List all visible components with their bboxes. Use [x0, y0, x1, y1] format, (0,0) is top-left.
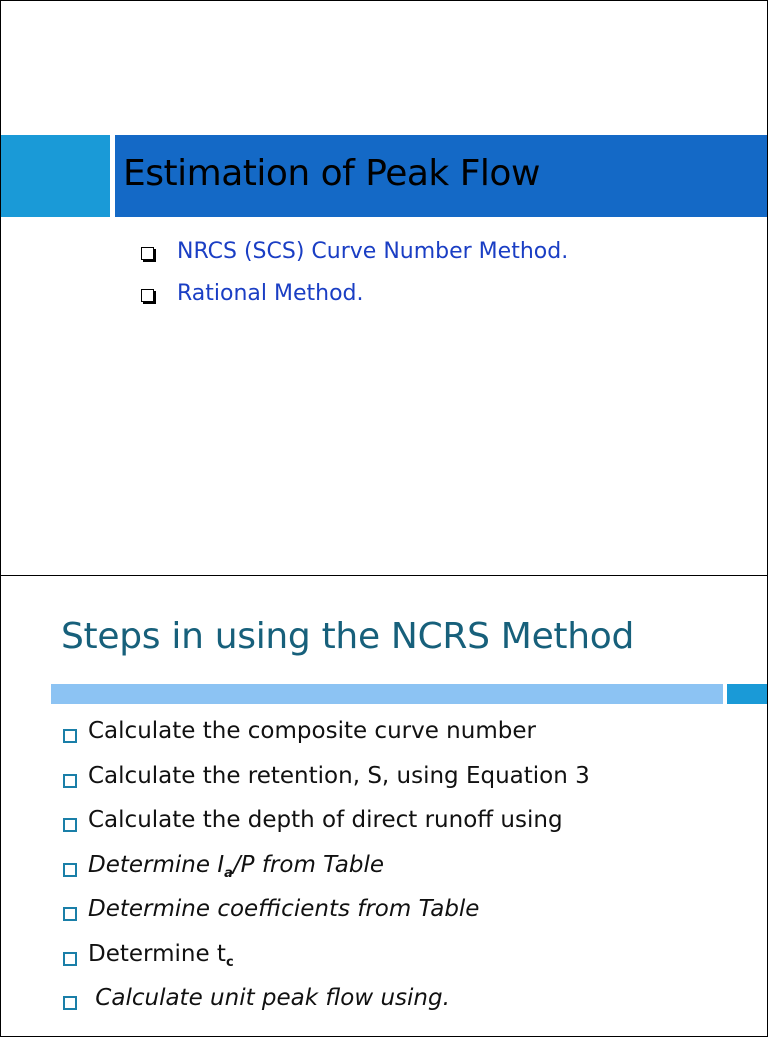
list-item-text: Calculate the composite curve number [88, 718, 536, 744]
hollow-square-bullet-icon [63, 774, 77, 788]
slide-steps-ncrs-method [0, 575, 768, 1037]
hollow-square-bullet-icon [63, 863, 77, 877]
list-item [61, 941, 590, 986]
steps-list [61, 718, 590, 1030]
list-item-text: Calculate the depth of direct runoff using [88, 807, 563, 833]
list-item [61, 852, 590, 897]
hollow-square-bullet-icon [63, 729, 77, 743]
list-item-text-part: Determine I [88, 851, 225, 878]
subscript: a [224, 865, 233, 881]
hollow-square-bullet-icon [63, 952, 77, 966]
list-item-text-part: /P from Table [232, 851, 385, 878]
subscript: c [225, 954, 234, 970]
list-item-text: Calculate unit peak flow using. [88, 985, 450, 1011]
list-item-text: Rational Method. [177, 281, 364, 306]
bullet-list [141, 239, 568, 323]
list-item [61, 718, 590, 763]
slide-title: Steps in using the NCRS Method [61, 616, 635, 657]
hollow-square-bullet-icon [63, 907, 77, 921]
square-bullet-icon [141, 247, 154, 260]
slide-title: Estimation of Peak Flow [123, 153, 540, 194]
title-underline-accent [727, 684, 767, 704]
list-item [61, 763, 590, 808]
list-item [61, 896, 590, 941]
hollow-square-bullet-icon [63, 818, 77, 832]
list-item-text-part: Determine t [88, 940, 226, 967]
list-item [61, 807, 590, 852]
list-item-text: Calculate the retention, S, using Equation 3 [88, 762, 590, 789]
title-band-accent [1, 135, 110, 217]
hollow-square-bullet-icon [63, 996, 77, 1010]
list-item-text [88, 851, 385, 881]
list-item-text [88, 940, 234, 970]
list-item [61, 985, 590, 1030]
list-item-text: Determine coefficients from Table [88, 896, 480, 922]
list-item-text: NRCS (SCS) Curve Number Method. [177, 239, 569, 264]
title-underline [51, 684, 723, 704]
list-item [141, 239, 568, 281]
square-bullet-icon [141, 289, 154, 302]
list-item [141, 281, 568, 323]
